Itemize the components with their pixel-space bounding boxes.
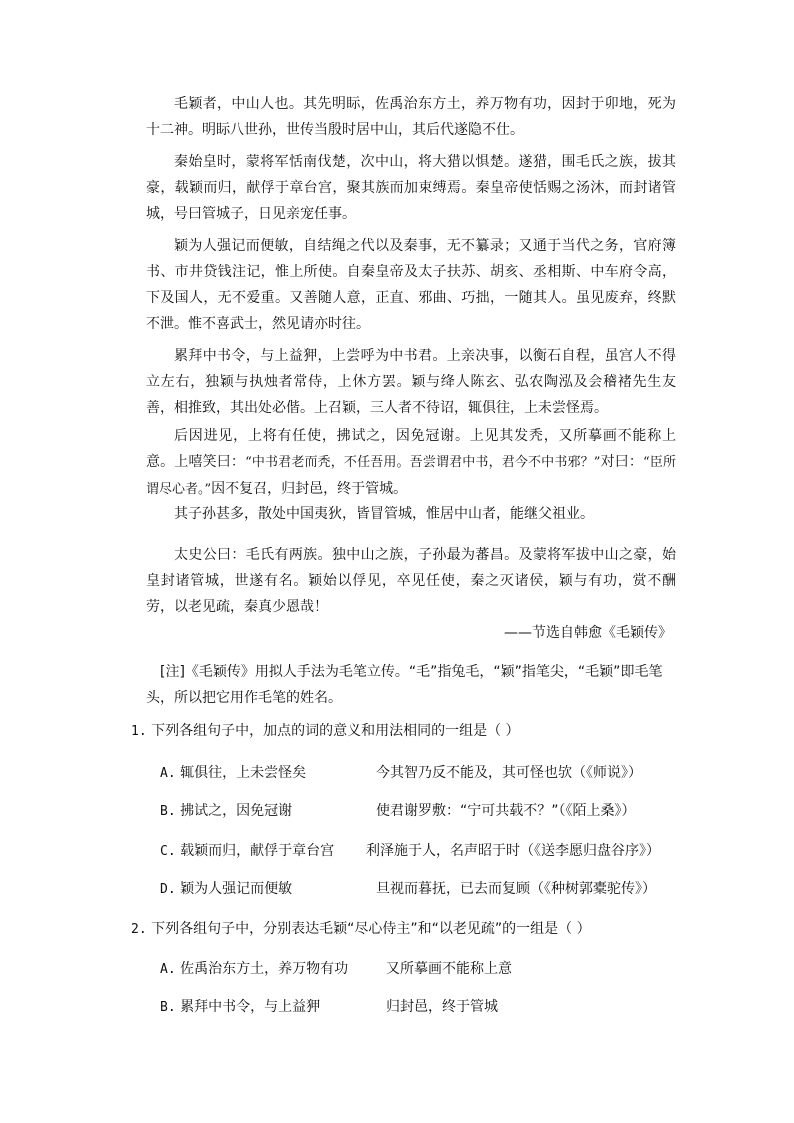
paragraph-5-text-c: 因不复召，归封邑，终于管城。 (211, 481, 408, 497)
option-right-text: 使君谢罗敷：“宁可共载不？”（《陌上桑》） (376, 803, 636, 819)
option-left-text: 累拜中书令，与上益狎 (180, 999, 321, 1015)
option-letter: A. (160, 962, 176, 977)
question-1-stem (131, 721, 520, 742)
option-left-text: 载颖而归，献俘于章台宫 (180, 843, 335, 859)
passage-paragraph-2: 秦始皇时，蒙将军恬南伐楚，次中山，将大猎以惧楚。遂猎，围毛氏之族，拔其豪，载颖而归，献俘于章台宫，聚其族而加束缚焉。秦皇帝使恬赐之汤沐，而封诸管城，号曰管城子，日见亲宠任事。 (146, 154, 676, 222)
passage-paragraph-5 (146, 423, 676, 503)
option-left-text: 颖为人强记而便敏 (180, 881, 293, 897)
question-number: 1. (131, 724, 147, 739)
passage-paragraph-6: 其子孙甚多，散处中国夷狄，皆冒管城，惟居中山者，能继父祖业。 (174, 506, 594, 522)
paragraph-5-text-a: 后因进见，上将有任使，拂试之，因免冠谢。上见其发秃，又所摹画不能称上意。上嘻笑曰： (146, 428, 676, 470)
emperor-quote: “中书君老而秃，不任吾用。吾尝谓君中书，君今不中书邪？” (245, 455, 601, 470)
question-2-option-a (160, 959, 512, 980)
passage-source: ——节选自韩愈《毛颖传》 (504, 625, 672, 641)
option-right-text: 又所摹画不能称上意 (386, 961, 512, 977)
option-left-text: 拂试之，因免冠谢 (180, 803, 293, 819)
annotation-note: [注]《毛颖传》用拟人手法为毛笔立传。“毛”指兔毛，“颖”指笔尖，“毛颖”即毛笔头，所以把它用作毛笔的姓名。 (146, 664, 663, 706)
option-right-text: 旦视而暮抚，已去而复顾（《种树郭橐驼传》） (376, 881, 656, 897)
option-letter: B. (160, 1000, 176, 1015)
option-letter: A. (160, 766, 176, 781)
option-left-text: 佐禹治东方土，养万物有功 (180, 961, 349, 977)
question-text: 下列各组句子中，分别表达毛颖“尽心侍主”和“以老见疏”的一组是（ ） (151, 921, 591, 937)
question-number: 2. (131, 922, 147, 937)
question-1-option-c (160, 841, 660, 862)
passage-paragraph-3: 颖为人强记而便敏，自结绳之代以及秦事，无不纂录；又通于当代之务，官府簿书、市井贷钱注记，惟上所使。自秦皇帝及太子扶苏、胡亥、丞相斯、中车府令高，下及国人，无不爱重。又善随人意，正直、邪曲、巧拙，一随其人。虽见废弃，终默不泄。惟不喜武士，然见请亦时往。 (146, 238, 676, 332)
passage-paragraph-7: 太史公曰：毛氏有两族。独中山之族，子孙最为蕃昌。及蒙将军拔中山之豪，始皇封诸管城，世遂有名。颖始以俘见，卒见任使，秦之灭诸侯，颖与有功，赏不酬劳，以老见疏，秦真少恩哉！ (146, 547, 676, 615)
option-letter: B. (160, 804, 176, 819)
option-right-text: 归封邑，终于管城 (386, 999, 498, 1015)
option-letter: C. (160, 844, 176, 859)
option-right-text: 利泽施于人，名声昭于时（《送李愿归盘谷序》） (366, 843, 660, 859)
question-2-option-b (160, 997, 498, 1018)
question-text: 下列各组句子中，加点的词的意义和用法相同的一组是（ ） (151, 723, 520, 739)
question-1-option-b (160, 801, 636, 822)
option-letter: D. (160, 882, 176, 897)
paragraph-5-text-b: 对曰： (600, 454, 644, 470)
passage-paragraph-4: 累拜中书令，与上益狎，上尝呼为中书君。上亲决事，以衡石自程，虽宫人不得立左右，独颖与执烛者常侍，上休方罢。颖与绛人陈玄、弘农陶泓及会稽褚先生友善，相推致，其出处必偕。上召颖，三人者不待诏，辄俱往，上未尝怪焉。 (146, 348, 676, 416)
option-right-text: 今其智乃反不能及，其可怪也欤（《师说》） (376, 765, 642, 781)
question-1-option-d (160, 879, 656, 900)
passage-paragraph-1: 毛颖者，中山人也。其先明眎，佐禹治东方土，养万物有功，因封于卯地，死为十二神。明眎八世孙，世传当殷时居中山，其后代遂隐不仕。 (146, 96, 676, 138)
question-2-stem (131, 919, 591, 940)
question-1-option-a (160, 763, 642, 784)
maoying-reply-quote: “臣所谓尽心者。” (146, 455, 676, 497)
option-left-text: 辄俱往，上未尝怪矣 (180, 765, 307, 781)
